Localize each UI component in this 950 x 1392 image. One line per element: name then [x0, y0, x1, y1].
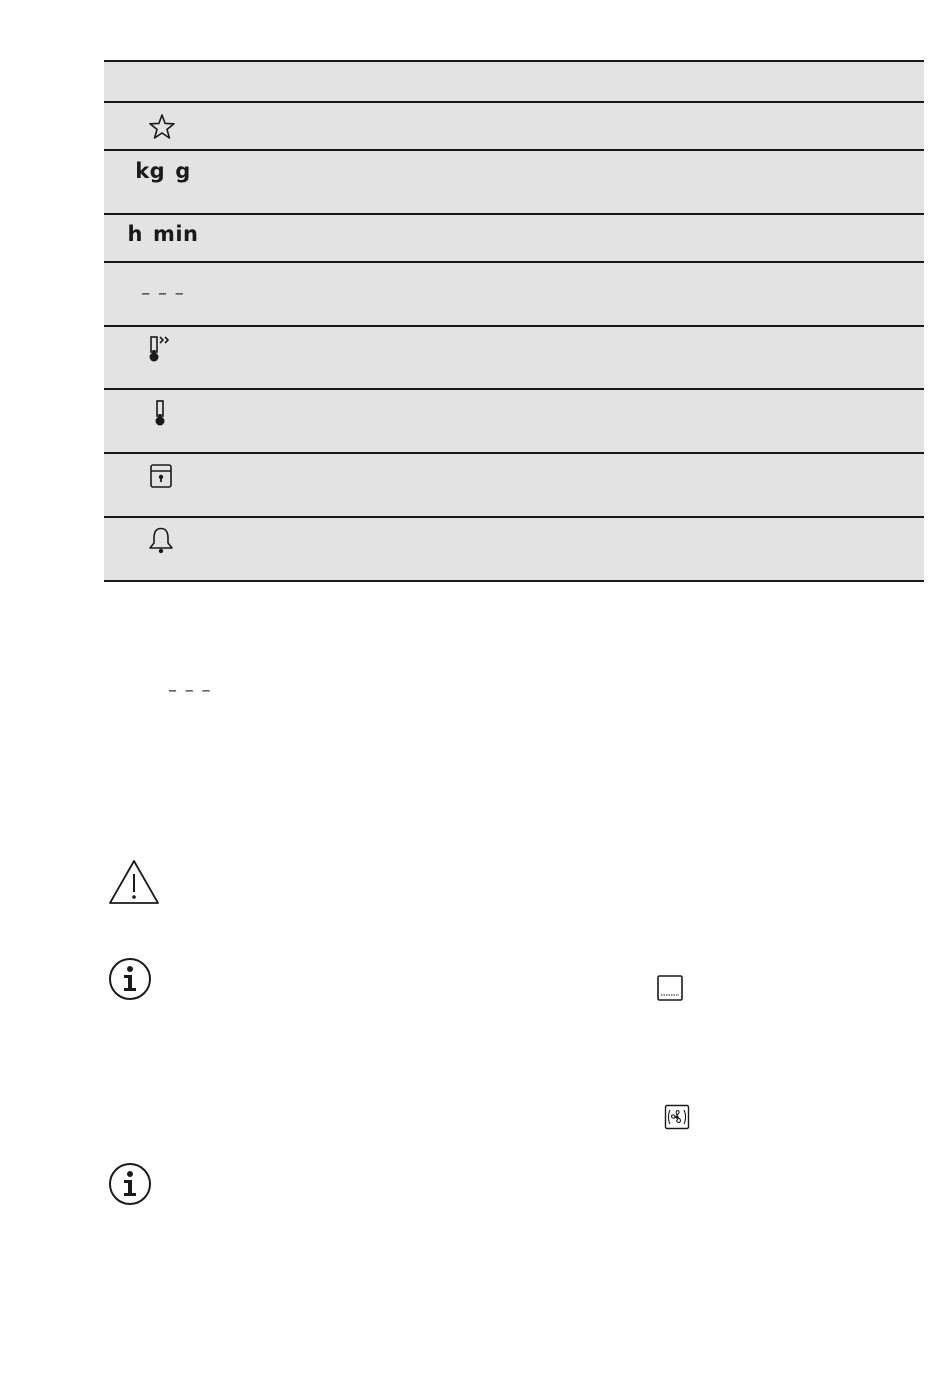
symbol-cell [104, 454, 222, 516]
bell-icon [147, 526, 175, 554]
info-icon [108, 1162, 152, 1206]
weight-unit-symbol [104, 159, 222, 183]
info-icon [108, 957, 152, 1001]
table-row-time [104, 215, 924, 263]
symbol-cell [104, 215, 222, 261]
unit-min: min [152, 222, 199, 246]
table-row-weight [104, 151, 924, 215]
warning-icon [108, 858, 160, 906]
table-header-row [104, 62, 924, 103]
symbol-table [104, 60, 924, 582]
table-row-dashes [104, 263, 924, 327]
star-icon [148, 113, 176, 141]
symbol-cell [104, 263, 222, 325]
time-unit-symbol [104, 222, 222, 246]
oven-light-icon [656, 974, 684, 1002]
table-row-temperature [104, 390, 924, 454]
symbol-cell [104, 390, 222, 452]
thermometer-icon [153, 399, 167, 427]
symbol-cell [104, 518, 222, 580]
symbol-cell [104, 151, 222, 213]
symbol-cell [104, 327, 222, 388]
unit-g: g [175, 159, 191, 183]
unit-kg: kg [135, 159, 166, 183]
thermometer-fast-icon [147, 335, 177, 363]
table-row-door-lock [104, 454, 924, 518]
symbol-cell [104, 103, 222, 149]
table-row-alarm [104, 518, 924, 582]
door-lock-icon [149, 463, 173, 489]
unit-h: h [127, 222, 143, 246]
dashes-symbol: – – – [168, 680, 212, 701]
dashes-symbol: – – – [141, 283, 185, 304]
fan-function-icon [664, 1104, 690, 1130]
table-row-fast-heat [104, 327, 924, 390]
table-row-favourite [104, 103, 924, 151]
